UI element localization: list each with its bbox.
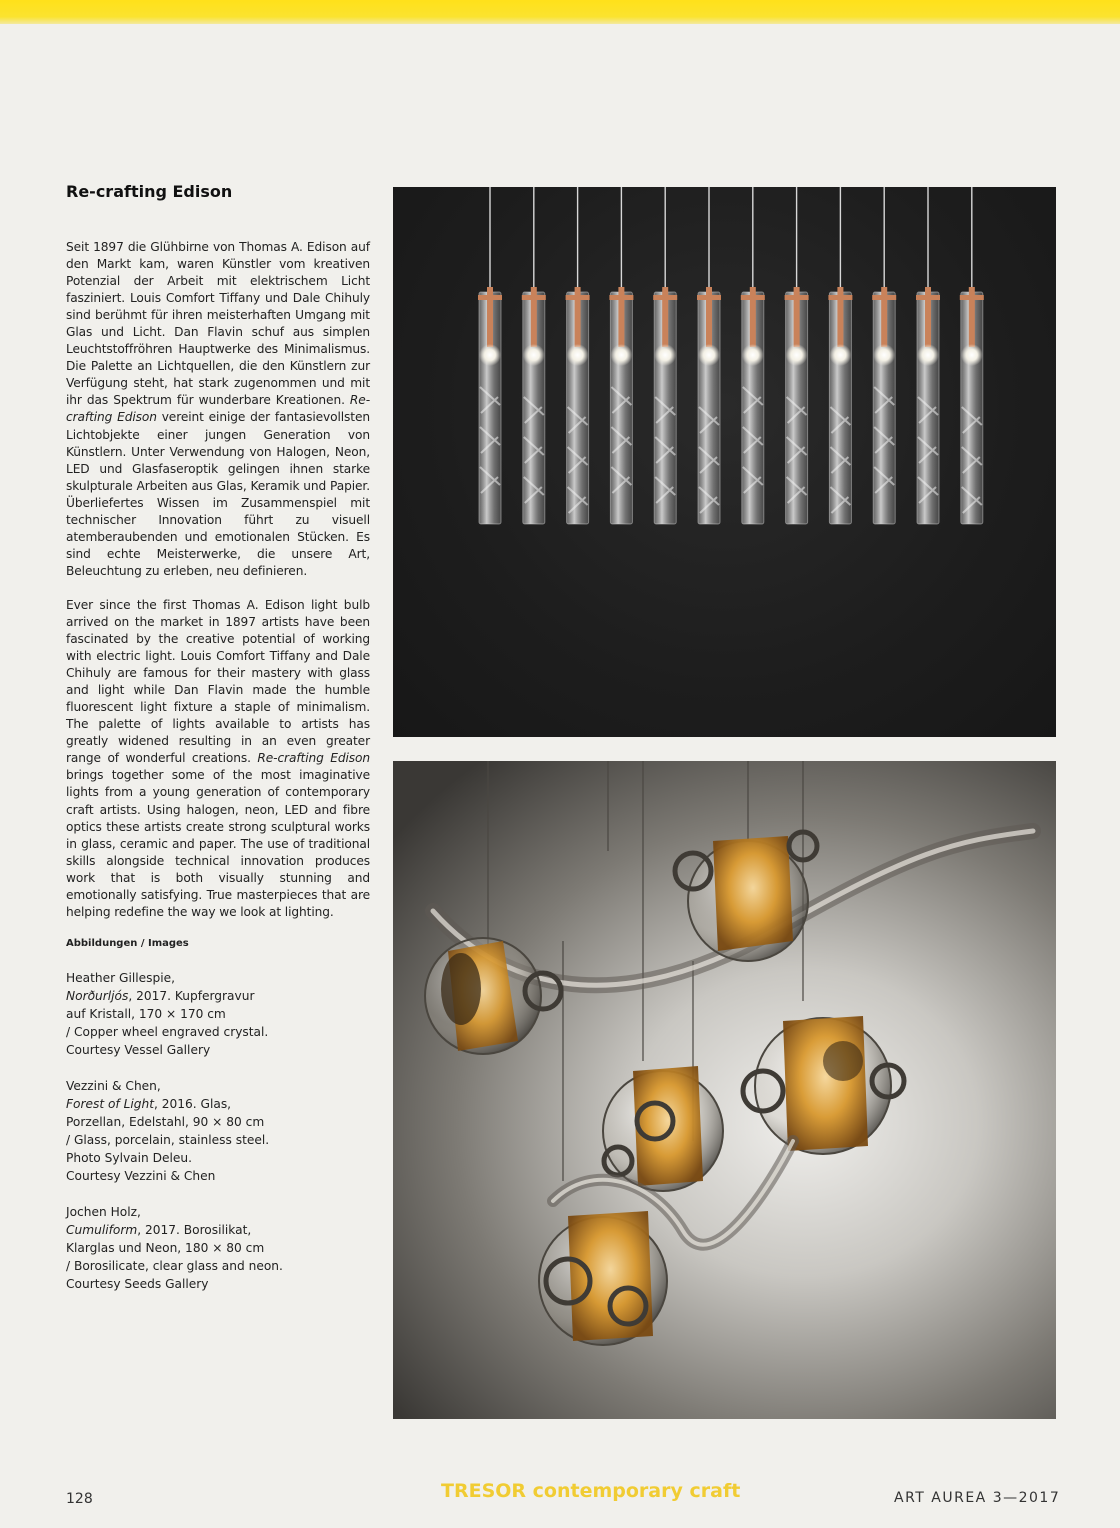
credit-work-rest: , 2017. Borosilikat, — [137, 1222, 252, 1237]
hanging-tube-light — [785, 187, 809, 524]
top-color-band — [0, 0, 1120, 24]
article-text-column — [66, 182, 370, 1311]
hanging-tube-light — [653, 187, 677, 524]
hanging-tube-light — [828, 187, 852, 524]
hanging-tube-light — [916, 187, 940, 524]
pendant-globe — [539, 1211, 667, 1345]
photo-crystal-tube-lights — [393, 187, 1056, 737]
hanging-tube-light — [697, 187, 721, 524]
pendant-globe — [675, 832, 817, 961]
english-paragraph — [66, 597, 370, 921]
pendant-globe — [743, 1016, 904, 1154]
credit-line: / Borosilicate, clear glass and neon. — [66, 1258, 283, 1273]
credit-line: Porzellan, Edelstahl, 90 × 80 cm — [66, 1114, 265, 1129]
credit-line: Photo Sylvain Deleu. — [66, 1150, 193, 1165]
english-text-2: brings together some of the most imaginative lights from a young generation of contemporary craft artists. Using halogen, neon, LED and fibre optics these artists create strong sculptural works in glass, ceramic and paper. The use of traditional skills alongside technical innovation produces work that is both visually stunning and emotionally satisfying. True masterpieces that are helping redefine the way we look at lighting. — [66, 768, 370, 919]
credit-work-title: Cumuliform — [66, 1222, 138, 1237]
credit-work-rest: , 2017. Kupfergravur — [128, 988, 255, 1003]
german-text-1: Seit 1897 die Glühbirne von Thomas A. Edison auf den Markt kam, waren Künstler vom kreativen Potenzial der Arbeit mit elektrischem Licht fasziniert. Louis Comfort Tiffany und Dale Chihuly sind berühmt für ihren meisterhaften Umgang mit Glas und Licht. Dan Flavin schuf aus simplen Leuchtstoffröhren Hauptwerke des Minimalismus. Die Palette an Lichtquellen, die den Künstlern zur Verfügung steht, hat stark zugenommen und mit ihr das Spektrum für wunderbare Kreationen. — [66, 240, 370, 408]
page-number: 128 — [66, 1491, 93, 1507]
credit-work-line — [66, 1095, 370, 1113]
credit-line: Courtesy Seeds Gallery — [66, 1276, 209, 1291]
magazine-section-brand — [441, 1480, 740, 1510]
credit-artist: Jochen Holz, — [66, 1204, 141, 1219]
hanging-tube-light — [478, 187, 502, 524]
credit-line: / Copper wheel engraved crystal. — [66, 1024, 269, 1039]
images-label: Abbildungen / Images — [66, 937, 189, 949]
hanging-tube-light — [960, 187, 984, 524]
german-italic-title: Re-crafting Edison — [66, 393, 370, 425]
hanging-tube-light — [609, 187, 633, 524]
german-paragraph — [66, 239, 370, 580]
credit-work-line — [66, 1221, 370, 1239]
english-text-1: Ever since the first Thomas A. Edison light bulb arrived on the market in 1897 artists have been fascinated by the creative potential of working with electric light. Louis Comfort Tiffany and Dale Chihuly are famous for their mastery with glass and light while Dan Flavin made the humble fluorescent light fixture a staple of minimalism. The palette of lights available to artists has greatly widened resulting in an even greater range of wonderful creations. — [66, 597, 370, 766]
credit-line: auf Kristall, 170 × 170 cm — [66, 1006, 226, 1021]
issue-label: ART AUREA 3—2017 — [894, 1490, 1061, 1506]
photo-glass-pendant-cluster — [393, 761, 1056, 1419]
credit-3 — [66, 1203, 370, 1293]
crystal-tubes-illustration — [393, 187, 1056, 737]
brand-main: TRESOR — [441, 1480, 527, 1502]
hanging-tube-light — [872, 187, 896, 524]
hanging-tube-light — [566, 187, 590, 524]
credit-artist: Heather Gillespie, — [66, 970, 175, 985]
english-italic-title: Re-crafting Edison — [257, 751, 370, 766]
credit-line: Courtesy Vessel Gallery — [66, 1042, 211, 1057]
credit-work-line — [66, 987, 370, 1005]
credit-2 — [66, 1077, 370, 1185]
credit-artist: Vezzini & Chen, — [66, 1078, 161, 1093]
credit-line: / Glass, porcelain, stainless steel. — [66, 1132, 270, 1147]
german-text-2: vereint einige der fantasievollsten Lichtobjekte einer jungen Generation von Künstlern. Unter Verwendung von Halogen, Neon, LED und Glasfaseroptik gelingen ihnen starke skulpturale Arbeiten aus Glas, Keramik und Papier. Überliefertes Wissen im Zusammenspiel mit technischer Innovation führt zu visuell atemberaubenden und emotionalen Stücken. Es sind echte Meisterwerke, die unsere Art, Beleuchtung zu erleben, neu definieren. — [66, 410, 371, 578]
brand-sub: contemporary craft — [526, 1480, 741, 1502]
hanging-tube-light — [522, 187, 546, 524]
credit-work-title: Norðurljós — [66, 988, 129, 1003]
glass-pendants-illustration — [393, 761, 1056, 1419]
pendant-globe — [425, 938, 561, 1054]
credit-work-title: Forest of Light — [66, 1096, 155, 1111]
article-title: Re-crafting Edison — [66, 182, 233, 201]
credit-work-rest: , 2016. Glas, — [154, 1096, 232, 1111]
credit-line: Courtesy Vezzini & Chen — [66, 1168, 216, 1183]
credit-1 — [66, 969, 370, 1059]
pendant-globe — [603, 1066, 723, 1191]
credit-line: Klarglas und Neon, 180 × 80 cm — [66, 1240, 265, 1255]
hanging-tube-light — [741, 187, 765, 524]
